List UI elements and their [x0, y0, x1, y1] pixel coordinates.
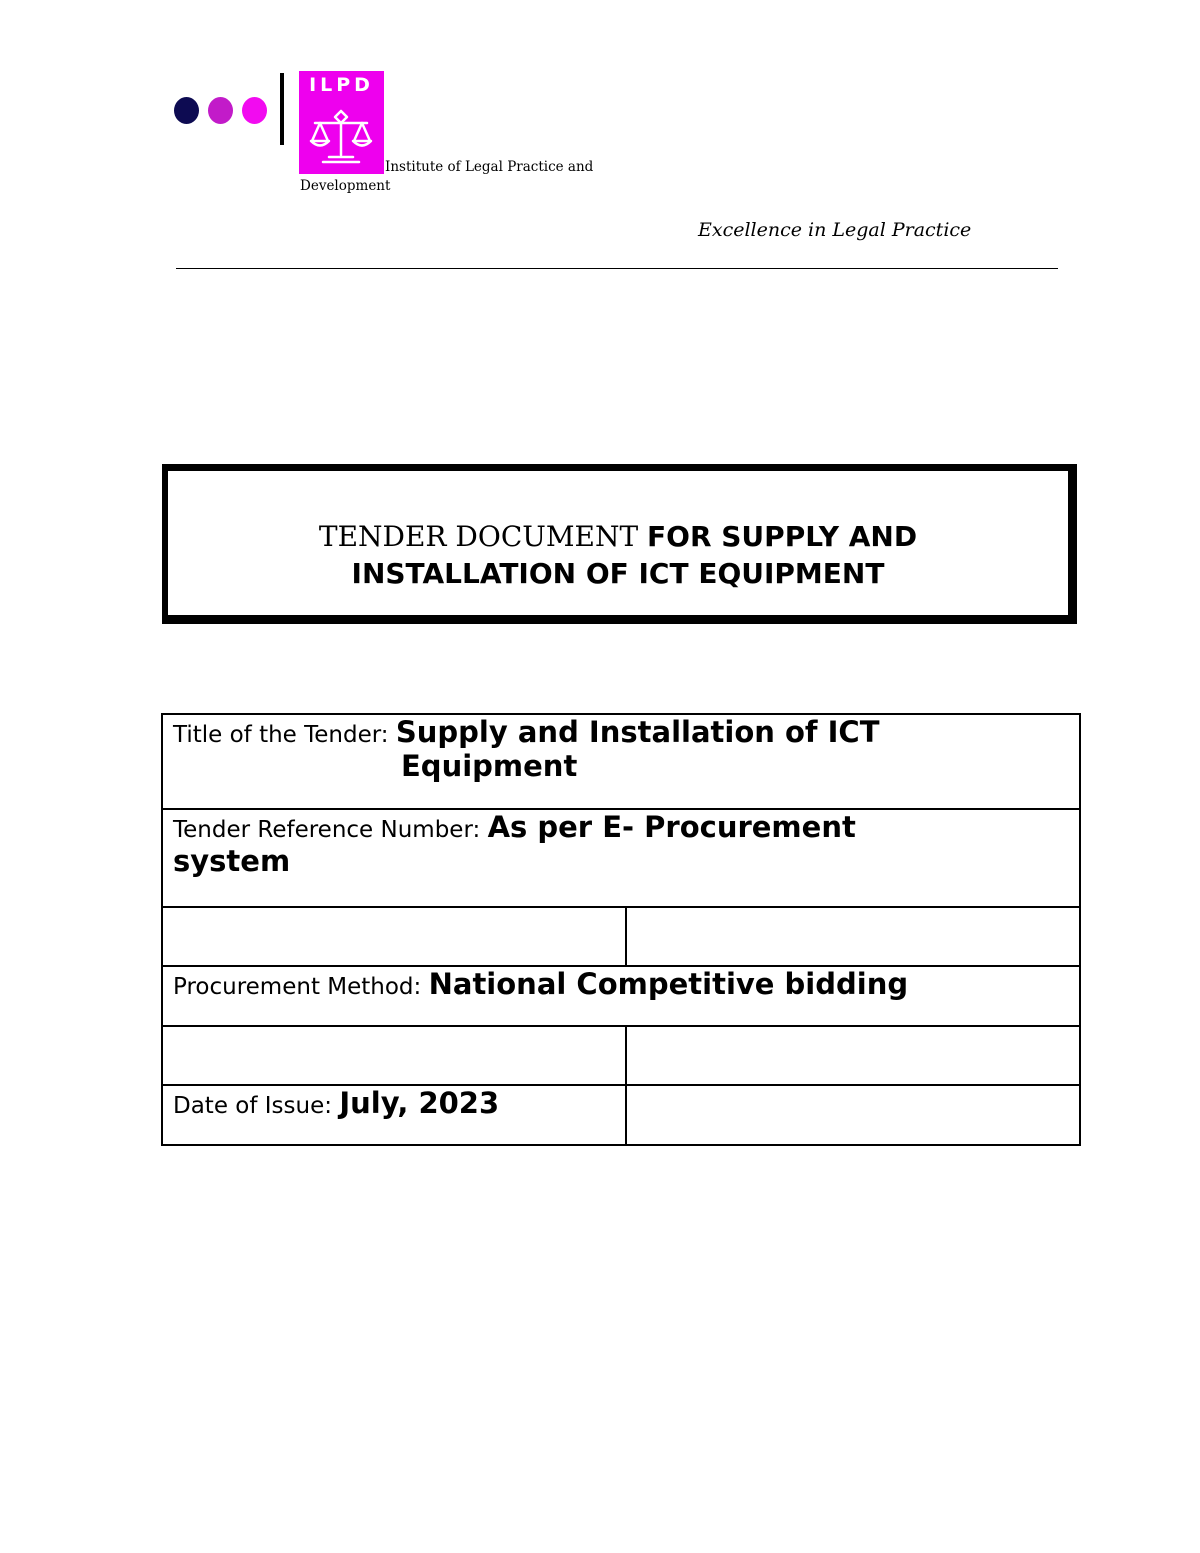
empty-cell [162, 1026, 626, 1085]
title-part2: FOR SUPPLY AND [647, 520, 918, 553]
table-row [162, 1085, 1080, 1145]
date-of-issue-cell [162, 1085, 626, 1145]
procurement-method-label: Procurement Method: [173, 974, 429, 1000]
empty-cell [626, 1085, 1080, 1145]
tender-title-value: Supply and Installation of ICT [395, 715, 880, 749]
empty-cell [162, 907, 626, 966]
logo-text: ILPD [309, 74, 374, 96]
table-row [162, 714, 1080, 809]
header-rule [176, 268, 1058, 269]
document-title [168, 518, 1068, 592]
date-of-issue-label: Date of Issue: [173, 1093, 340, 1119]
reference-cell [162, 809, 1080, 907]
tender-info-table [161, 713, 1081, 1146]
title-line2: INSTALLATION OF ICT EQUIPMENT [351, 557, 885, 590]
date-of-issue-value: July, 2023 [339, 1086, 500, 1120]
procurement-method-cell [162, 966, 1080, 1026]
reference-label: Tender Reference Number: [173, 817, 488, 843]
tender-title-value-line2: Equipment [401, 749, 578, 783]
tender-title-label: Title of the Tender: [173, 722, 396, 748]
tender-title-cell [162, 714, 1080, 809]
reference-value: As per E- Procurement [487, 810, 856, 844]
navy-dot [174, 97, 199, 124]
table-row [162, 966, 1080, 1026]
brand-dots [174, 97, 274, 125]
title-part1: TENDER DOCUMENT [318, 520, 648, 553]
institute-name: Institute of Legal Practice and Development [300, 159, 594, 194]
logo-divider [280, 73, 284, 145]
table-row [162, 907, 1080, 966]
document-title-box [162, 464, 1077, 624]
magenta-dot [242, 97, 267, 124]
purple-dot [208, 97, 233, 124]
reference-value-line2: system [173, 844, 291, 878]
empty-cell [626, 907, 1080, 966]
procurement-method-value: National Competitive bidding [428, 967, 909, 1001]
table-row [162, 1026, 1080, 1085]
motto: Excellence in Legal Practice [698, 219, 972, 241]
empty-cell [626, 1026, 1080, 1085]
table-row [162, 809, 1080, 907]
